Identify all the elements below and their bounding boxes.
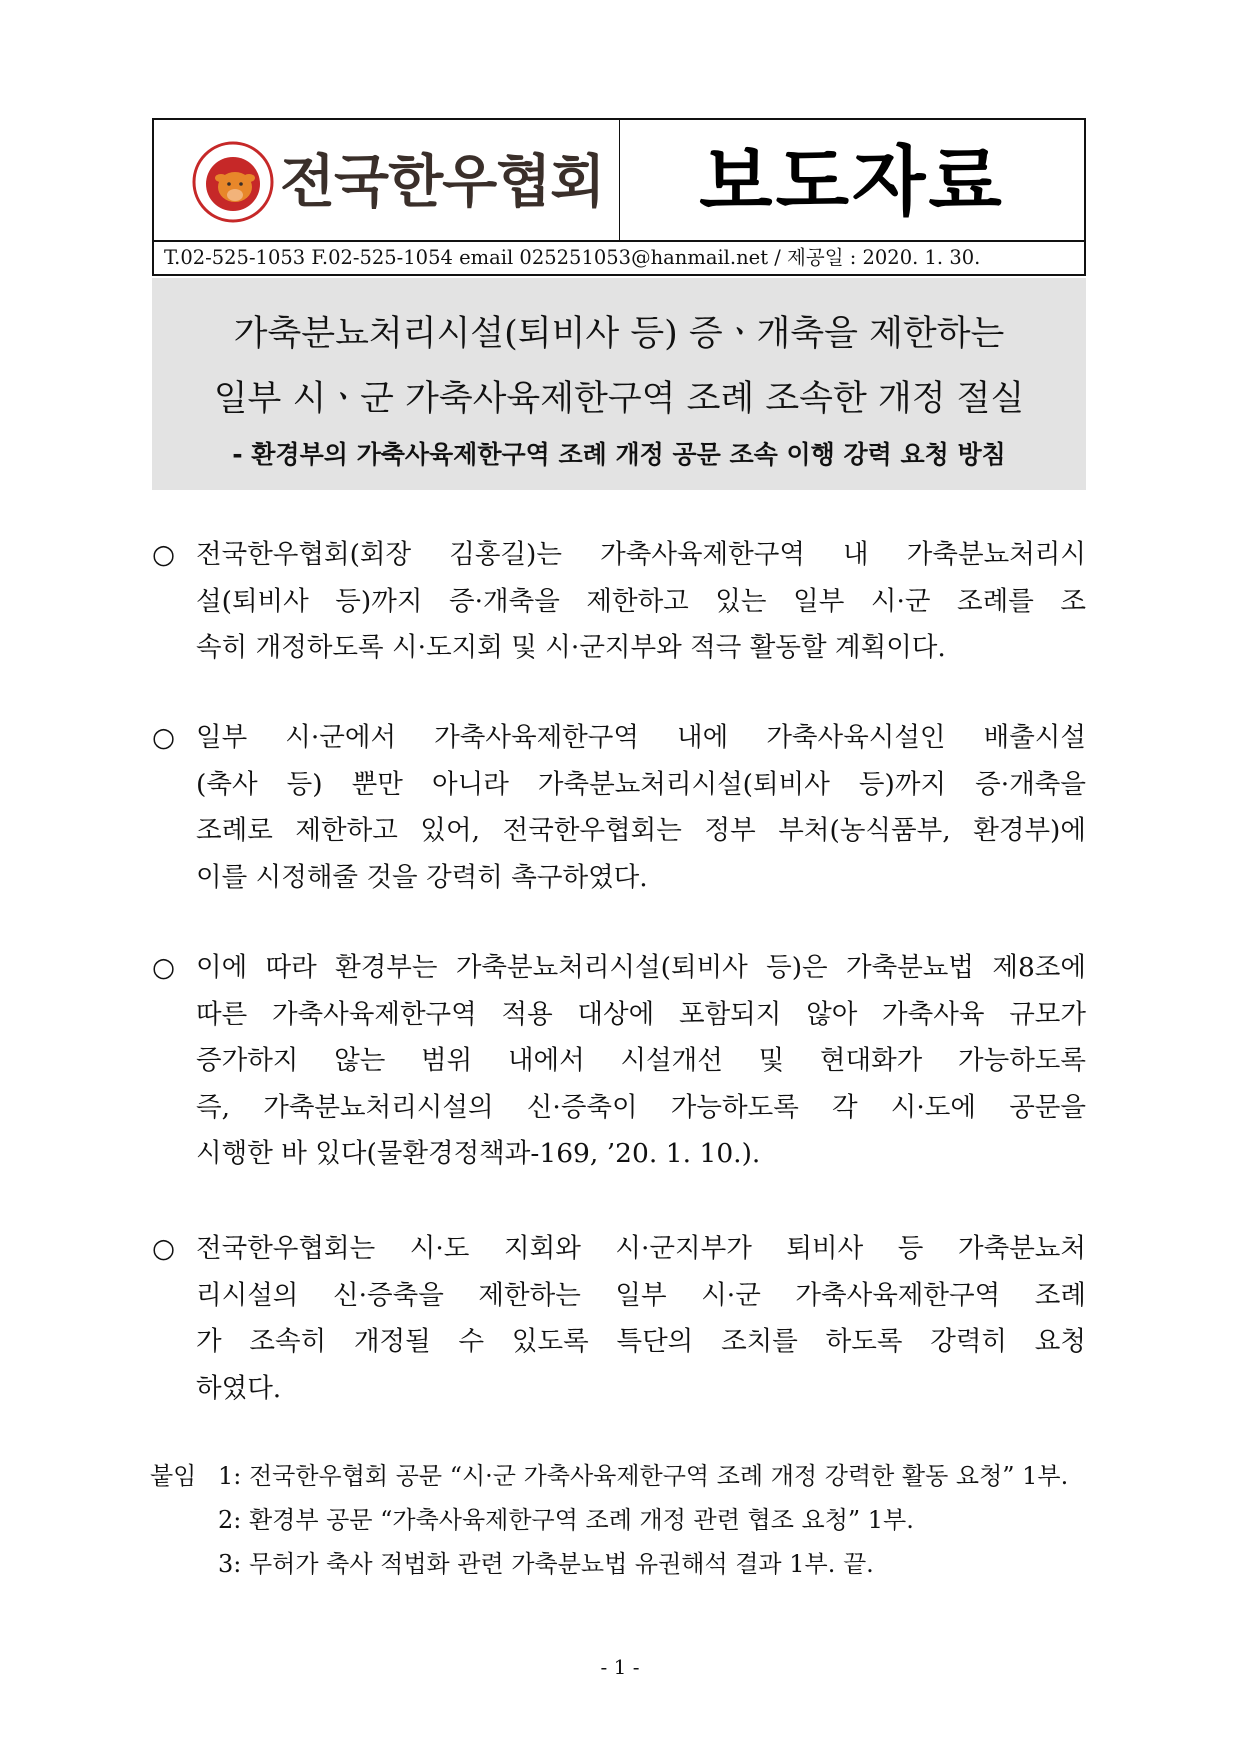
body-paragraph-3 — [152, 945, 1086, 1178]
body-paragraph-4 — [152, 1226, 1086, 1412]
attachments-label: 붙임 — [150, 1462, 197, 1490]
bullet-circle: ○ — [152, 952, 176, 983]
body-paragraph-1 — [152, 532, 1086, 672]
paragraph-line: 이에 따라 환경부는 가축분뇨처리시설(퇴비사 등)은 가축분뇨법 제8조에 — [196, 952, 1086, 983]
paragraph-line: 리시설의 신·증축을 제한하는 일부 시·군 가축사육제한구역 조례 — [196, 1279, 1086, 1311]
press-release-title: 보도자료 — [699, 137, 1005, 226]
bullet-circle: ○ — [152, 1233, 176, 1264]
bullet-circle: ○ — [152, 722, 176, 753]
paragraph-line: 따른 가축사육제한구역 적용 대상에 포함되지 않아 가축사육 규모가 — [196, 998, 1086, 1030]
paragraph-line: 하였다. — [196, 1372, 282, 1404]
press-header — [152, 118, 1086, 242]
body-paragraph-2 — [152, 715, 1086, 901]
paragraph-line: 증가하지 않는 범위 내에서 시설개선 및 현대화가 가능하도록 — [196, 1045, 1086, 1076]
contact-line: T.02-525-1053 F.02-525-1054 email 025251053@hanmail.net / 제공일 : 2020. 1. 30. — [152, 242, 1086, 276]
paragraph-line: 시행한 바 있다(물환경정책과-169, ’20. 1. 10.). — [196, 1138, 761, 1169]
paragraph-line: (축사 등) 뿐만 아니라 가축분뇨처리시설(퇴비사 등)까지 증·개축을 — [196, 768, 1086, 800]
bullet-circle: ○ — [152, 539, 176, 570]
paragraph-line: 전국한우협회는 시·도 지회와 시·군지부가 퇴비사 등 가축분뇨처 — [196, 1233, 1086, 1264]
attachment-item-1: 1: 전국한우협회 공문 “시·군 가축사육제한구역 조례 개정 강력한 활동 요청” 1부. — [218, 1462, 1069, 1490]
paragraph-line: 가 조속히 개정될 수 있도록 특단의 조치를 하도록 강력히 요청 — [196, 1326, 1086, 1357]
attachment-item-2: 2: 환경부 공문 “가축사육제한구역 조례 개정 관련 협조 요청” 1부. — [218, 1506, 914, 1534]
paragraph-line: 조례로 제한하고 있어, 전국한우협회는 정부 부처(농식품부, 환경부)에 — [196, 815, 1086, 846]
paragraph-line: 속히 개정하도록 시·도지회 및 시·군지부와 적극 활동할 계획이다. — [196, 632, 946, 663]
paragraph-line: 즉, 가축분뇨처리시설의 신·증축이 가능하도록 각 시·도에 공문을 — [196, 1091, 1086, 1123]
paragraph-line: 설(퇴비사 등)까지 증·개축을 제한하고 있는 일부 시·군 조례를 조 — [196, 585, 1086, 617]
attachments-list — [150, 1454, 1090, 1586]
header-org-cell — [154, 120, 620, 240]
headline-box — [152, 278, 1086, 490]
paragraph-line: 전국한우협회(회장 김홍길)는 가축사육제한구역 내 가축분뇨처리시 — [196, 539, 1086, 570]
headline-line-1: 가축분뇨처리시설(퇴비사 등) 증ㆍ개축을 제한하는 — [233, 314, 1005, 354]
headline-subline: - 환경부의 가축사육제한구역 조례 개정 공문 조속 이행 강력 요청 방침 — [232, 440, 1006, 469]
headline-line-2: 일부 시ㆍ군 가축사육제한구역 조례 조속한 개정 절실 — [213, 379, 1025, 419]
header-title-cell — [620, 120, 1084, 240]
org-name: 전국한우협회 — [280, 149, 605, 215]
paragraph-line: 이를 시정해줄 것을 강력히 촉구하였다. — [196, 861, 648, 893]
page-number: - 1 - — [600, 1655, 640, 1679]
attachment-item-3: 3: 무허가 축사 적법화 관련 가축분뇨법 유권해석 결과 1부. 끝. — [218, 1550, 874, 1578]
hanwoo-logo-icon — [192, 141, 274, 223]
paragraph-line: 일부 시·군에서 가축사육제한구역 내에 가축사육시설인 배출시설 — [196, 722, 1086, 753]
